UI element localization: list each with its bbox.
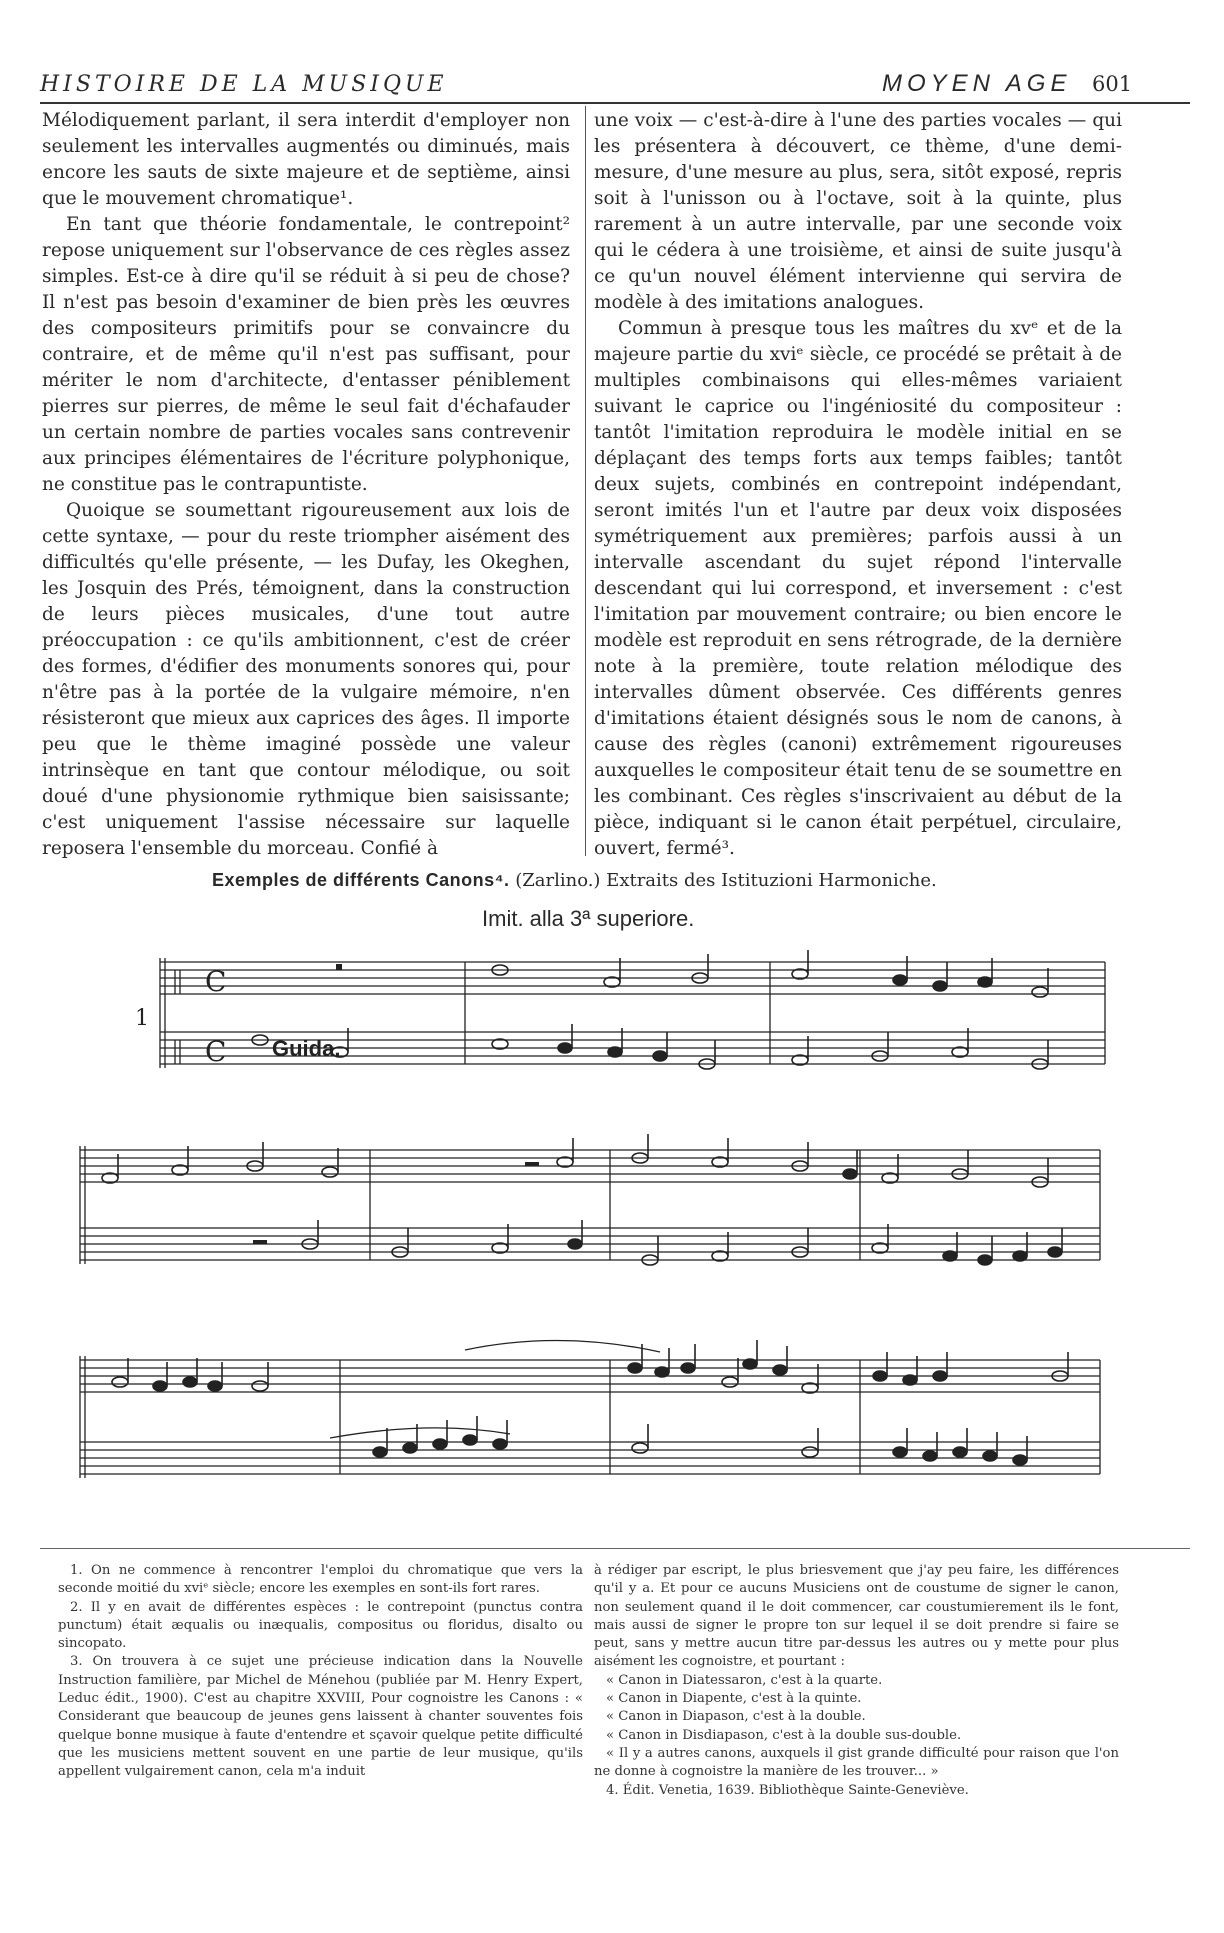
guida-label: Guida. bbox=[272, 1036, 341, 1061]
footnote-quote: « Canon in Diapason, c'est à la double. bbox=[606, 1709, 866, 1725]
staff-system-2 bbox=[80, 1146, 1100, 1264]
running-header-title: HISTOIRE DE LA MUSIQUE bbox=[40, 72, 448, 97]
footnote-continuation: à rédiger par escript, le plus briesvement que j'ay peu faire, les différences qu'il y a. Et pour ce aucuns Musiciens ont de coustume de signer le canon, non seulement quand il le doit commencer, car coustumierement ils le font, mais aussi de signer le propre ton sur lequel il se doit prendre si faire se peut, sans y mettre aucun titre par-dessus les autres ou y mette pour plus aisément les cognoistre, et pourtant : bbox=[594, 1563, 1119, 1670]
footnote-quote: « Il y a autres canons, auxquels il gist grande difficulté pour raison que l'on ne donne à cognoistre la manière de les trouver... » bbox=[594, 1745, 1119, 1780]
paragraph: Mélodiquement parlant, il sera interdit d'employer non seulement les intervalles augmentés ou diminués, mais encore les sauts de sixte majeure et de septième, ainsi que le mouvement chromatique¹. bbox=[42, 110, 570, 209]
column-divider bbox=[585, 106, 586, 856]
running-header-section: MOYEN AGE bbox=[882, 70, 1072, 97]
half-notes bbox=[102, 950, 1068, 1457]
paragraph: Commun à presque tous les maîtres du xvᵉ et de la majeure partie du xviᵉ siècle, ce procédé se prêtait à de multiples combinaisons qui elles-mêmes variaient suivant le caprice ou l'ingéniosité du compositeur : tantôt l'imitation reproduira le modèle initial en se déplaçant des temps forts aux temps faibles; tantôt deux sujets, combinés en contrepoint indépendant, seront imités l'un et l'autre par deux voix disposées symétriquement aux premières; parfois aussi à un intervalle ascendant du sujet répond l'intervalle descendant qui lui correspond, et inversement : c'est l'imitation par mouvement contraire; ou bien encore le modèle est reproduit en sens rétrograde, de la dernière note à la première, toute relation mélodique des intervalles dûment observée. Ces différents genres d'imitations étaient désignés sous le nom de canons, à cause des règles (canoni) extrêmement rigoureuses auxquelles le compositeur était tenu de se soumettre en les combinant. Ces règles s'inscrivaient au début de la pièce, indiquant si le canon était perpétuel, circulaire, ouvert, fermé³. bbox=[594, 318, 1122, 859]
example-title: Exemples de différents Canons⁴. bbox=[212, 870, 510, 890]
footnote: 1. On ne commence à rencontrer l'emploi du chromatique que vers la seconde moitié du xviᵉ siècle; encore les exemples en sont-ils fort rares. bbox=[58, 1563, 583, 1597]
music-score bbox=[0, 940, 1224, 1540]
paragraph: une voix — c'est-à-dire à l'une des parties vocales — qui les présentera à découvert, ce thème, d'une demi-mesure, d'une mesure au plus, sera, sitôt exposé, repris soit à l'unisson ou à l'octave, soit à la quinte, plus rarement à un autre intervalle, par une seconde voix qui le cédera à une troisième, et ainsi de suite jusqu'à ce qu'un nouvel élément intervienne qui servira de modèle à des imitations analogues. bbox=[594, 110, 1122, 313]
footnote: 4. Édit. Venetia, 1639. Bibliothèque Sainte-Geneviève. bbox=[606, 1782, 969, 1798]
header-rule bbox=[40, 102, 1190, 104]
footnote-quote: « Canon in Diapente, c'est à la quinte. bbox=[606, 1691, 862, 1707]
footnotes-right bbox=[594, 1562, 1119, 1800]
paragraph: En tant que théorie fondamentale, le contrepoint² repose uniquement sur l'observance de ces règles assez simples. Est-ce à dire qu'il se réduit à si peu de chose? Il n'est pas besoin d'examiner de bien près les œuvres des compositeurs primitifs pour se convaincre du contraire, et de même qu'il n'est pas suffisant, pour mériter le nom d'architecte, d'entasser péniblement pierres sur pierres, de même le seul fait d'échafauder un certain nombre de parties vocales sans contrevenir aux principes élémentaires de l'écriture polyphonique, ne constitue pas le contrapuntiste. bbox=[42, 214, 570, 495]
paragraph: Quoique se soumettant rigoureusement aux lois de cette syntaxe, — pour du reste triompher aisément des difficultés qu'elle présente, — les Dufay, les Okeghen, les Josquin des Prés, témoignent, dans la construction de leurs pièces musicales, d'une tout autre préoccupation : ce qu'ils ambitionnent, c'est de créer des formes, d'édifier des monuments sonores qui, pour n'être pas à la portée de la vulgaire mémoire, n'en résisteront que mieux aux caprices des âges. Il importe peu que le thème imaginé possède une valeur intrinsèque en tant que contour mélodique, ou soit doué d'une physionomie rythmique bien saisissante; c'est uniquement l'assise nécessaire sur laquelle reposera l'ensemble du morceau. Confié à bbox=[42, 500, 570, 859]
left-text-column bbox=[42, 108, 570, 862]
example-subtitle: Imit. alla 3ª superiore. bbox=[482, 906, 695, 931]
example-source: (Zarlino.) Extraits des Istituzioni Harmoniche. bbox=[515, 870, 937, 891]
footnote-quote: « Canon in Diatessaron, c'est à la quarte. bbox=[606, 1672, 883, 1688]
footnote-quote: « Canon in Disdiapason, c'est à la double sus-double. bbox=[606, 1727, 962, 1743]
footnote-rule bbox=[40, 1548, 1190, 1549]
time-signature-c: C bbox=[205, 965, 227, 998]
footnote: 2. Il y en avait de différentes espèces : le contrepoint (punctus contra punctum) était æqualis ou inæqualis, compositus ou floridus, disalto ou sincopato. bbox=[58, 1599, 583, 1652]
footnotes-left bbox=[58, 1562, 583, 1782]
example-caption bbox=[212, 870, 937, 891]
example-number: 1 bbox=[135, 1006, 149, 1031]
footnote: 3. On trouvera à ce sujet une précieuse indication dans la Nouvelle Instruction familière, par Michel de Ménehou (publiée par M. Henry Expert, Leduc édit., 1900). C'est au chapitre XXVIII, Pour cognoistre les Canons : « Considerant que beaucoup de jeunes gens laissent à chanter souventes fois quelque bonne musique à faute d'entendre et sçavoir quelque petite difficulté que les musiciens mettent souvent en une partie de leur musique, qu'ils appellent vulgairement canon, cela m'a induit bbox=[58, 1654, 583, 1780]
time-signature-c: C bbox=[205, 1035, 227, 1068]
page-number: 601 bbox=[1092, 72, 1133, 96]
right-text-column bbox=[594, 108, 1122, 862]
rests bbox=[253, 964, 539, 1244]
